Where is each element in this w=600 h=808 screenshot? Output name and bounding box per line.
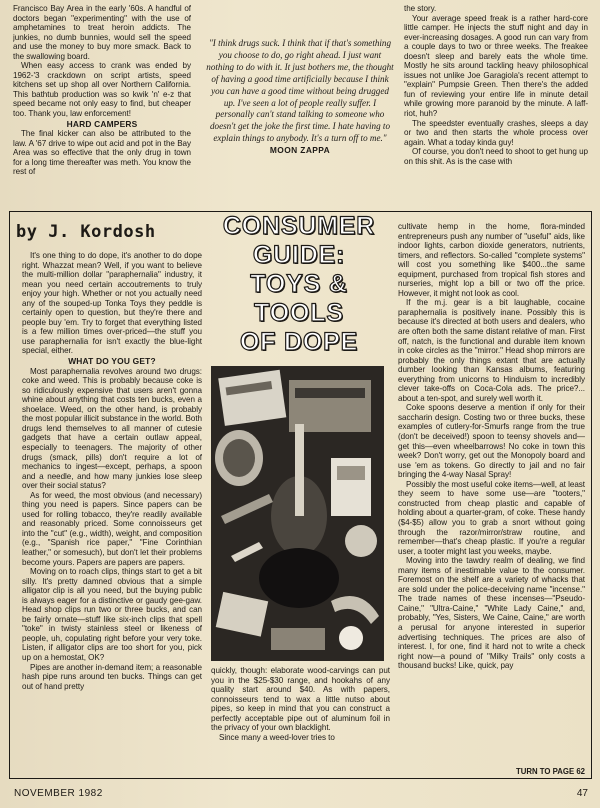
paraphernalia-photo bbox=[211, 366, 384, 661]
paragraph: The final kicker can also be attributed to the law. A '67 drive to wipe out acid and pot in the Bay Area was so effective that the only drug in town for a long time thereafter was meth. You know the rest of bbox=[13, 129, 191, 177]
pull-quote-attribution: MOON ZAPPA bbox=[269, 145, 331, 156]
issue-date: NOVEMBER 1982 bbox=[14, 788, 103, 799]
title-line: OF DOPE bbox=[239, 328, 359, 356]
byline: by J. Kordosh bbox=[16, 222, 156, 242]
paragraph: It's one thing to do dope, it's another to do dope right. Whazzat mean? Well, if you want to believe the multi-million dollar "paraphernalia" industry, it mean you need certain accoutrements to truly enjoy your high. Whether or not you actually need any of the souped-up Tonka Toys they peddle is certainly open to question, but they're there and people buy 'em. Try to forget that everything listed is a few million times over-priced—the stuff you use paraphernalia for isn't exactly the blue-light special, either. bbox=[22, 251, 202, 356]
paraphernalia-photo-illustration bbox=[211, 366, 384, 661]
title-line: GUIDE: bbox=[252, 241, 346, 269]
pull-quote bbox=[205, 38, 395, 157]
top-left-column bbox=[13, 4, 191, 209]
paragraph: As for weed, the most obvious (and necessary) thing you need is papers. Since papers can be used for rolling tobacco, they're readily available and reasonably priced. Some connoisseurs get into the "cut" (e.g., width), weight, and composition (e.g., "Spanish rice paper," "Fine Corinthian leather," or somesuch), but don't let their problems become yours. Papers are papers are papers. bbox=[22, 490, 202, 567]
turn-to-page: TURN TO PAGE 62 bbox=[515, 767, 585, 776]
paragraph: The speedster eventually crashes, sleeps a day or two and then starts the whole process over again. What a today kinda guy! bbox=[404, 118, 588, 147]
paragraph: Pipes are another in-demand item; a reasonable hash pipe runs around ten bucks. Things can get out of hand pretty bbox=[22, 662, 202, 691]
paragraph: When easy access to crank was ended by 1962-'3 crackdown on script artists, speed kitchens set up shop all over Northern California. This bathtub production was so kwik 'n' e-z that speed became not only easy to find, but cheaper too. Thank you, law enforcement! bbox=[13, 61, 191, 119]
article-middle-column bbox=[211, 666, 390, 776]
article-right-column bbox=[398, 222, 585, 768]
paragraph: If the m.j. gear is a bit laughable, cocaine paraphernalia is positively inane. Possibly this is because it's directed at both users and dealers, who are often both the same distant relative of man. First off, natch, is the functional and durable item known in coke circles as the "mirror." Head shop mirrors are probably the only things extant that are actually dumber looking than Kansas albums, featuring everything from unicorns to Hinduism to incredibly clever take-offs on Coca-Cola ads. The price?... about a ten-spot, and surely well worth it. bbox=[398, 298, 585, 403]
paragraph: Coke spoons deserve a mention if only for their saccharin design. Costing two or three bucks, these examples of cutlery-for-Smurfs range from the true (don't be deceived!) spoon to teensy shovels and—get this—even wheelbarrows! No coke in town this week? Don't worry, get out the Monopoly board and use 'em as tokens. Go directly to jail and no fair bringing the 4-way Nasal Spray! bbox=[398, 403, 585, 480]
top-right-column bbox=[404, 4, 588, 209]
article-title bbox=[210, 212, 388, 358]
pull-quote-text: "I think drugs suck. I think that if that's something you choose to do, go right ahead. I just want nothing to do with it. It just bothers me, the thought of having a good time artificially because I think you can have a good time without being drugged up. I've seen a lot of people really suffer. I personally can't stand talking to someone who doesn't get the joke the first time. I hate having to explain things to anybody. It's a turn off to me." bbox=[206, 38, 394, 144]
paragraph: Of course, you don't need to shoot to get hung up on this shit. As is the case with bbox=[404, 147, 588, 166]
page-number: 47 bbox=[576, 788, 588, 799]
article-left-column bbox=[22, 251, 202, 775]
paragraph: Since many a weed-lover tries to bbox=[219, 732, 335, 742]
paragraph: quickly, though: elaborate wood-carvings can put you in the $25-$30 range, and hookahs of any quality start around $40. As with papers, connoisseurs tend to wax a little nutso about pipes, so keep in mind that you can construct a perfectly acceptable pipe out of aluminum foil in the privacy of your own blacklight. bbox=[211, 666, 390, 733]
paragraph: Your average speed freak is a rather hard-core little camper. He injects the stuff night and day in ever-increasing dosages. A good run can vary from a couple days to two or three weeks. The freakee doesn't sleep and barely eats the whole time. Mostly he sits around tackling heavy philosophical issues not unlike Joe Garagiola's recent attempt to "explain" Pumpsie Green. Then there's the added fun of reviewing your entire life in minute detail while growing more paranoid by the minute. A laff-riot, huh? bbox=[404, 13, 588, 119]
paragraph: Moving on to roach clips, things start to get a bit silly. It's pretty damned obvious that a simple alligator clip is all you need, but the buying public is always eager for a distinctive or gaudy gee-gaw. Head shop clips run two or three bucks, and can be fairly ornate—stuff like six-inch clips that spell "toke" in twisty stainless steel or likeness of people, uh, copulating right before your very toke. Listen, if alligator clips are too short for you, pick up on a hemostat, OK? bbox=[22, 567, 202, 663]
paragraph: Francisco Bay Area in the early '60s. A handful of doctors began "experimenting" with the use of amphetamines to treat heroin addicts. The junkies, no dumb bunnies, would sell the speed and use the money to buy more smack. Back to the swallowing board. bbox=[13, 4, 191, 61]
title-line: TOYS & bbox=[250, 270, 348, 298]
paragraph: the story. bbox=[404, 4, 437, 13]
title-line: TOOLS bbox=[254, 299, 344, 327]
paragraph: Most paraphernalia revolves around two drugs: coke and weed. This is probably because coke is so ridiculously expensive that users aren't gonna whine about anything that costs ten bucks, even a shoelace. Weed, on the other hand, is probably the most popular illicit substance in the world. Both drugs lend themselves to all manner of cutesie gadgets that have a certain outlaw appeal, especially to teenagers. The majority of other drugs (smack, pills) don't require a lot of mechanics to ingest—except, perhaps, a spoon and a needle, and how many junkies lose sleep over their social status? bbox=[22, 366, 202, 491]
section-heading: HARD CAMPERS bbox=[66, 118, 138, 129]
paragraph: cultivate hemp in the home, flora-minded entrepreneurs push any number of "useful" aids, like indoor lights, carbon dioxide generators, nutrients, timers, and reflectors. So-called "complete systems" will cost you something like $400...the same equipment, purchased from tropical fish stores and nurseries, might lop a bill or two off the price. However, it might not look as cool. bbox=[398, 222, 585, 298]
paragraph: Moving into the tawdry realm of dealing, we find many items of inestimable value to the consumer. Foremost on the shelf are a variety of whacks that are sold under the police-deceiving name "incense." The trade names of these incenses—"Pseudo-Caine," "Ultra-Caine," "White Lady Caine," and, probably, "Yes, Sisters, We Caine, Caine," are worth a perusal for anyone interested in superior advertising techniques. The prices are also of interest. I, for one, find it hard not to write a check right now—a pound of "Milky Trails" only costs a thousand bucks! Like, quick, pay bbox=[398, 556, 585, 671]
section-heading: WHAT DO YOU GET? bbox=[68, 356, 156, 367]
paragraph: Possibly the most useful coke items—well, at least they seem to have some use—are "tooters," constructed from cheap plastic and capable of holding about a quarter-gram, of coke. These handy ($4-$5) allow you to grab a snort without going through the razor/mirror/straw routine, and remember—that's cheap plastic. If you're a regular user, a tooter might last you weeks, maybe. bbox=[398, 479, 585, 556]
title-line: CONSUMER bbox=[222, 212, 376, 240]
